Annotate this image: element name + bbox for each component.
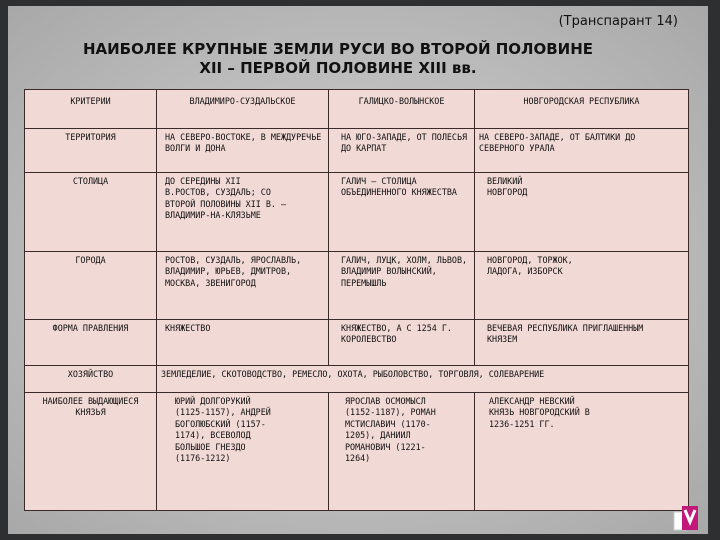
table-row (25, 129, 689, 173)
row-criterion: ФОРМА ПРАВЛЕНИЯ (25, 320, 157, 366)
row-criterion: ХОЗЯЙСТВО (25, 366, 157, 393)
page-title (8, 40, 668, 78)
row-cell-galich: ЯРОСЛАВ ОСМОМЫСЛ (1152-1187), РОМАН МСТИСЛАВИЧ (1170-1205), ДАНИИЛ РОМАНОВИЧ (1221-1264) (329, 393, 475, 511)
row-cell-novgorod: ВЕЧЕВАЯ РЕСПУБЛИКА ПРИГЛАШЕННЫМ КНЯЗЕМ (475, 320, 689, 366)
title-line-1: НАИБОЛЕЕ КРУПНЫЕ ЗЕМЛИ РУСИ ВО ВТОРОЙ ПОЛОВИНЕ (82, 40, 594, 58)
row-cell-vladimir: РОСТОВ, СУЗДАЛЬ, ЯРОСЛАВЛЬ, ВЛАДИМИР, ЮРЬЕВ, ДМИТРОВ, МОСКВА, ЗВЕНИГОРОД (157, 252, 329, 320)
row-cell-vladimir: ДО СЕРЕДИНЫ XII В.РОСТОВ, СУЗДАЛЬ; СО ВТОРОЙ ПОЛОВИНЫ XII В. – ВЛАДИМИР-НА-КЛЯЗЬМЕ (157, 173, 329, 252)
row-cell-galich: ГАЛИЧ – СТОЛИЦА ОБЪЕДИНЕННОГО КНЯЖЕСТВА (329, 173, 475, 252)
corner-logo-icon (672, 502, 702, 532)
row-criterion: ГОРОДА (25, 252, 157, 320)
row-cell-novgorod: АЛЕКСАНДР НЕВСКИЙ КНЯЗЬ НОВГОРОДСКИЙ В 1236-1251 ГГ. (475, 393, 689, 511)
row-criterion: НАИБОЛЕЕ ВЫДАЮЩИЕСЯ КНЯЗЬЯ (25, 393, 157, 511)
row-cell-vladimir: ЮРИЙ ДОЛГОРУКИЙ (1125-1157), АНДРЕЙ БОГОЛЮБСКИЙ (1157-1174), ВСЕВОЛОД БОЛЬШОЕ ГНЕЗДО (1176-1212) (157, 393, 329, 511)
row-cell-novgorod: НА СЕВЕРО-ЗАПАДЕ, ОТ БАЛТИКИ ДО СЕВЕРНОГО УРАЛА (475, 129, 689, 173)
table-row (25, 320, 689, 366)
header-vladimir: ВЛАДИМИРО-СУЗДАЛЬСКОЕ (157, 90, 329, 129)
table-row (25, 393, 689, 511)
row-criterion: СТОЛИЦА (25, 173, 157, 252)
row-cell-novgorod: НОВГОРОД, ТОРЖОК, ЛАДОГА, ИЗБОРСК (475, 252, 689, 320)
row-cell-galich: НА ЮГО-ЗАПАДЕ, ОТ ПОЛЕСЬЯ ДО КАРПАТ (329, 129, 475, 173)
row-cell-novgorod: ВЕЛИКИЙ НОВГОРОД (475, 173, 689, 252)
table-header-row (25, 90, 689, 129)
row-cell-vladimir: КНЯЖЕСТВО (157, 320, 329, 366)
row-criterion: ТЕРРИТОРИЯ (25, 129, 157, 173)
row-cell-galich: ГАЛИЧ, ЛУЦК, ХОЛМ, ЛЬВОВ, ВЛАДИМИР ВОЛЫНСКИЙ, ПЕРЕМЫШЛЬ (329, 252, 475, 320)
row-cell-galich: КНЯЖЕСТВО, А С 1254 Г. КОРОЛЕВСТВО (329, 320, 475, 366)
table-row (25, 252, 689, 320)
row-cell-merged: ЗЕМЛЕДЕЛИЕ, СКОТОВОДСТВО, РЕМЕСЛО, ОХОТА, РЫБОЛОВСТВО, ТОРГОВЛЯ, СОЛЕВАРЕНИЕ (157, 366, 689, 393)
row-cell-vladimir: НА СЕВЕРО-ВОСТОКЕ, В МЕЖДУРЕЧЬЕ ВОЛГИ И ДОНА (157, 129, 329, 173)
table-row (25, 366, 689, 393)
header-criteria: КРИТЕРИИ (25, 90, 157, 129)
table-row (25, 173, 689, 252)
title-line-2: XII – ПЕРВОЙ ПОЛОВИНЕ XIII вв. (199, 59, 477, 77)
header-novgorod: НОВГОРОДСКАЯ РЕСПУБЛИКА (475, 90, 689, 129)
comparison-table (24, 89, 689, 511)
header-galich: ГАЛИЦКО-ВОЛЫНСКОЕ (329, 90, 475, 129)
transparent-label: (Транспарант 14) (558, 14, 678, 29)
